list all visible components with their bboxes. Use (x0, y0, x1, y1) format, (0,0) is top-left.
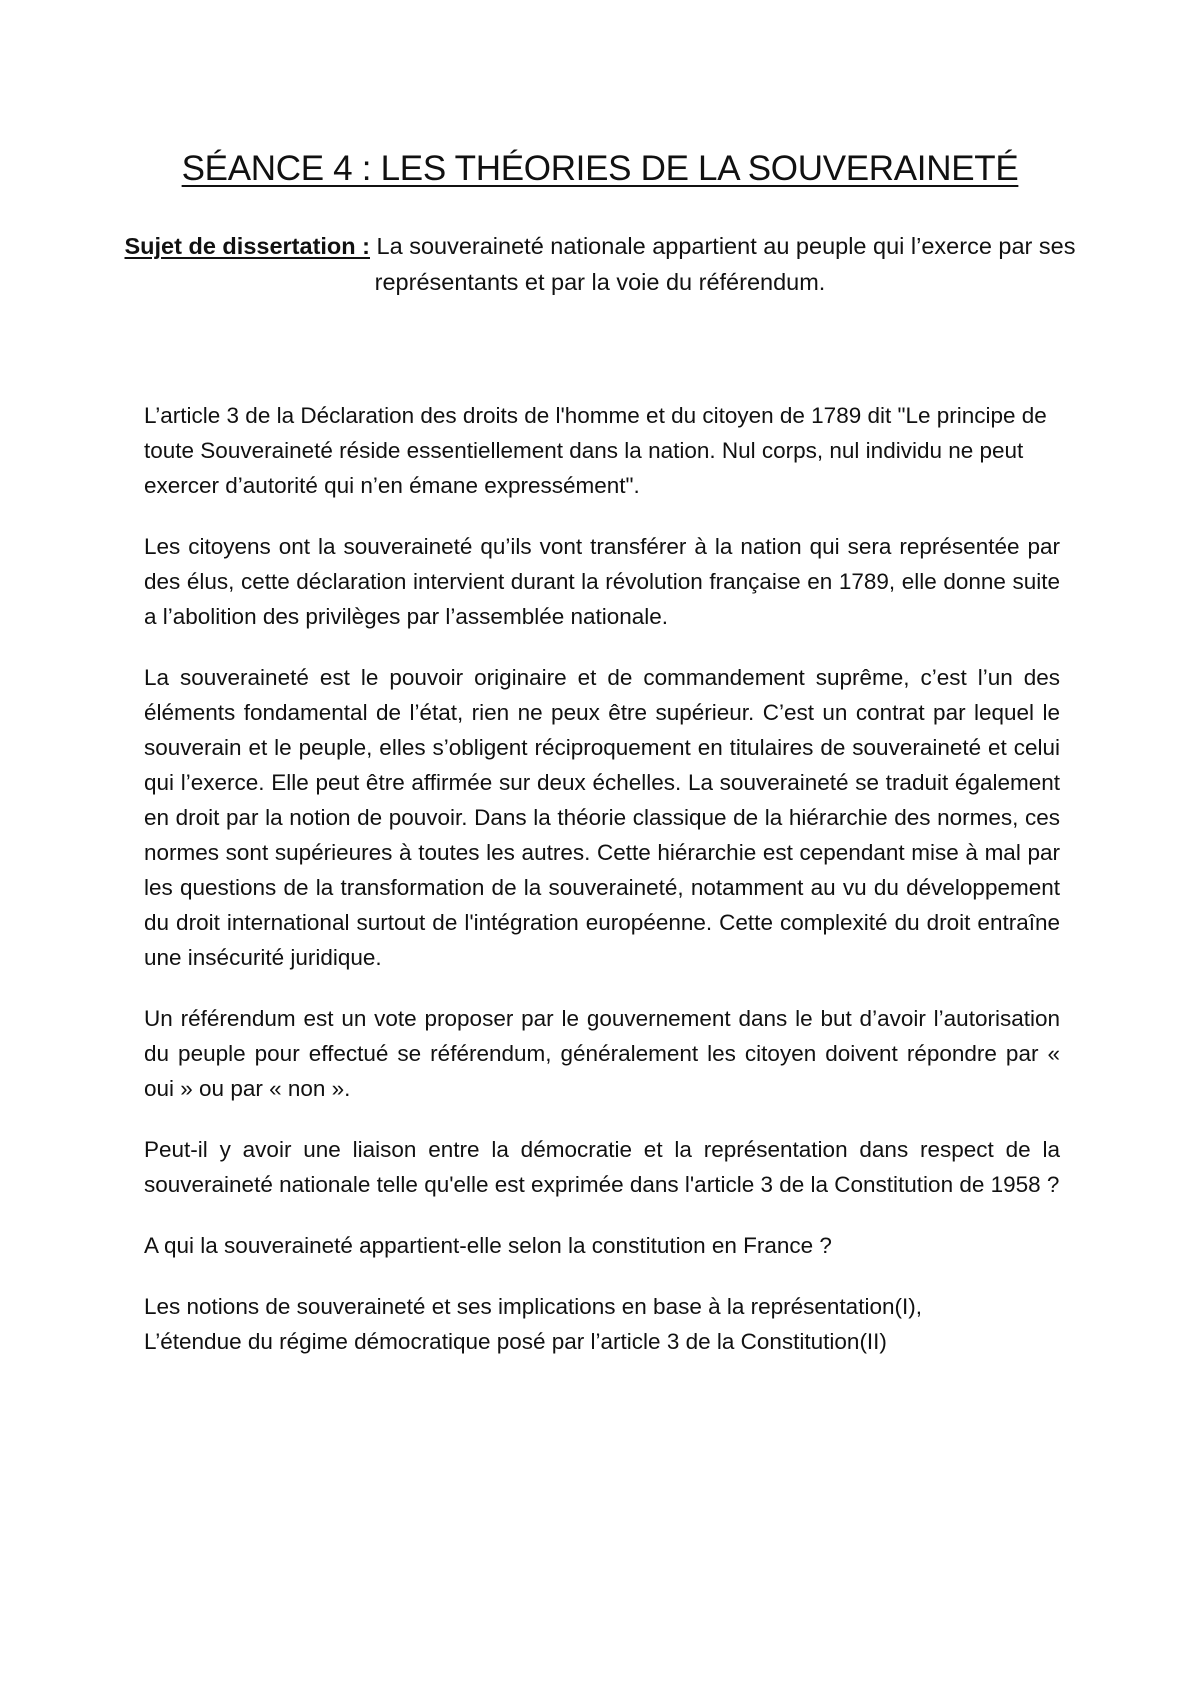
paragraph-citoyens: Les citoyens ont la souveraineté qu’ils vont transférer à la nation qui sera représentée par des élus, cette déclaration intervient durant la révolution française en 1789, elle donne suite a l’abolition des privilèges par l’assemblée nationale. (144, 534, 1060, 629)
plan-part-2: L’étendue du régime démocratique posé par l’article 3 de la Constitution(II) (144, 1329, 887, 1354)
paragraph-article-3: L’article 3 de la Déclaration des droits de l'homme et du citoyen de 1789 dit "Le principe de toute Souveraineté réside essentiellement dans la nation. Nul corps, nul individu ne peut exercer d’autorité qui n’en émane expressément". (144, 403, 1047, 498)
paragraph-referendum: Un référendum est un vote proposer par le gouvernement dans le but d’avoir l’autorisation du peuple pour effectué se référendum, généralement les citoyen doivent répondre par « oui » ou par « non ». (144, 1006, 1060, 1101)
paragraph-souverainete: La souveraineté est le pouvoir originaire et de commandement suprême, c’est l’un des éléments fondamental de l’état, rien ne peux être supérieur. C’est un contrat par lequel le souverain et le peuple, elles s’obligent réciproquement en titulaires de souveraineté et celui qui l’exerce. Elle peut être affirmée sur deux échelles. La souveraineté se traduit également en droit par la notion de pouvoir. Dans la théorie classique de la hiérarchie des normes, ces normes sont supérieures à toutes les autres. Cette hiérarchie est cependant mise à mal par les questions de la transformation de la souveraineté, notamment au vu du développement du droit international surtout de l'intégration européenne. Cette complexité du droit entraîne une insécurité juridique. (144, 665, 1060, 970)
paragraph-question: A qui la souveraineté appartient-elle selon la constitution en France ? (144, 1233, 832, 1258)
subject-text: La souveraineté nationale appartient au peuple qui l’exerce par ses représentants et par la voie du référendum. (370, 233, 1076, 295)
paragraph-problematique: Peut-il y avoir une liaison entre la démocratie et la représentation dans respect de la souveraineté nationale telle qu'elle est exprimée dans l'article 3 de la Constitution de 1958 ? (144, 1137, 1060, 1197)
dissertation-subject (120, 228, 1080, 300)
plan-part-1: Les notions de souveraineté et ses implications en base à la représentation(I), (144, 1294, 922, 1319)
subject-label: Sujet de dissertation : (124, 233, 370, 259)
document-body (144, 398, 1060, 1385)
document-title: SÉANCE 4 : LES THÉORIES DE LA SOUVERAINETÉ (181, 149, 1019, 188)
